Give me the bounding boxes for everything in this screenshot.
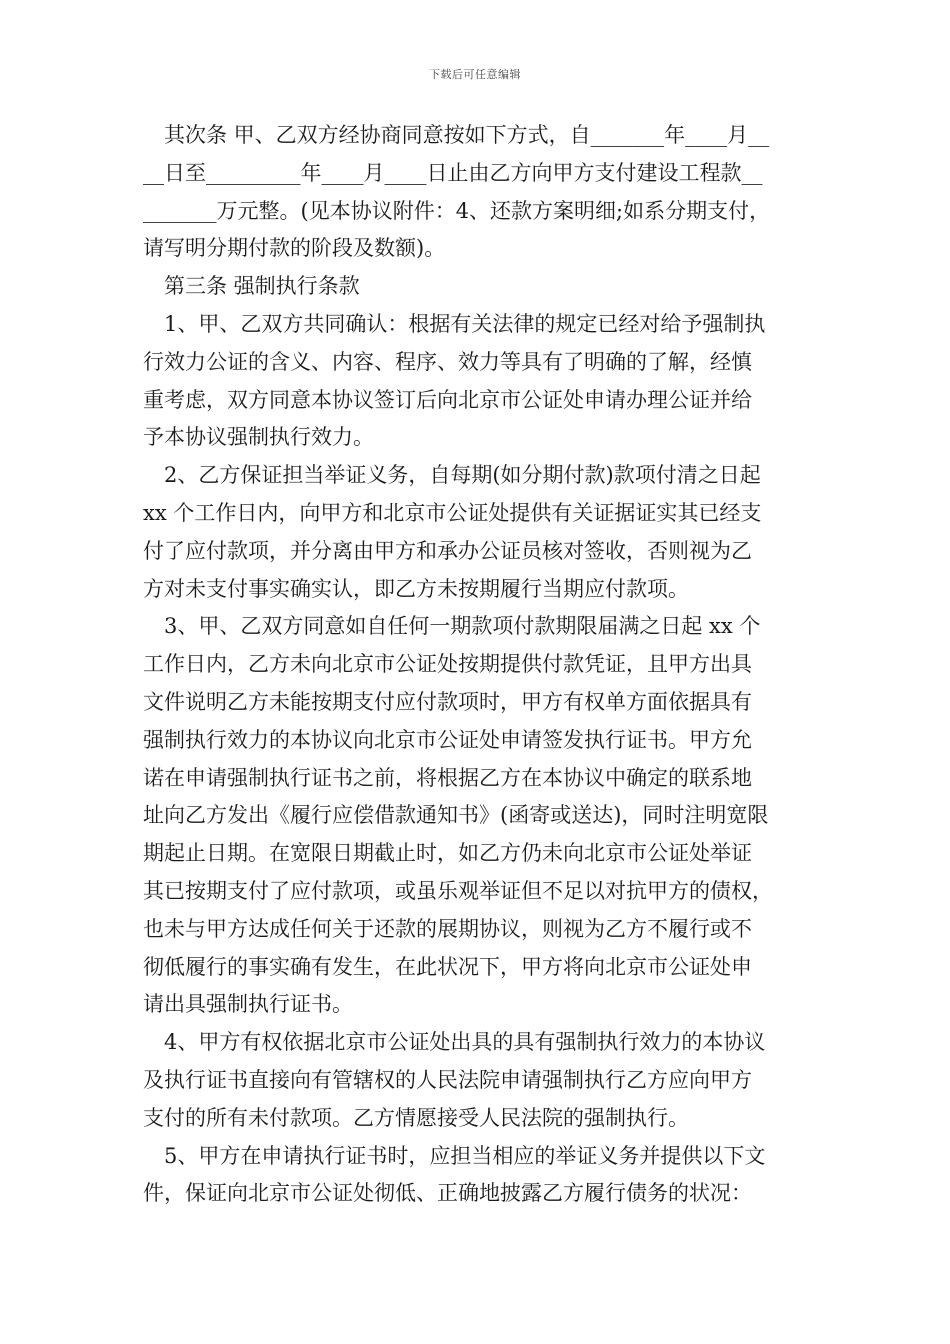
text-line: 请写明分期付款的阶段及数额)。 [143,236,446,261]
header-note: 下载后可任意编辑 [429,68,521,81]
document-body [143,117,815,1213]
text-line: 2、乙方保证担当举证义务，自每期(如分期付款)款项付清之日起 [143,463,761,488]
text-line: 方对未支付事实确实认，即乙方未按期履行当期应付款项。 [143,576,689,601]
text-line: 期起止日期。在宽限日期截止时，如乙方仍未向北京市公证处举证 [143,841,752,866]
text-line: 予本协议强制执行效力。 [143,425,374,450]
text-line: 行效力公证的含义、内容、程序、效力等具有了明确的了解，经慎 [143,349,752,374]
text-line: xx 个工作日内，向甲方和北京市公证处提供有关证据证实其已经支 [143,500,762,525]
text-line: 彻低履行的事实确有发生，在此状况下，甲方将向北京市公证处申 [143,954,752,979]
paragraph-second-article [143,117,815,268]
text-line: 也未与甲方达成任何关于还款的展期协议，则视为乙方不履行或不 [143,916,752,941]
paragraph-clause-3 [143,608,815,1024]
text-line: 3、甲、乙双方同意如自任何一期款项付款期限届满之日起 xx 个 [143,614,761,639]
text-line: _______万元整。(见本协议附件：4、还款方案明细;如系分期支付， [143,198,771,223]
text-line: 工作日内，乙方未向北京市公证处按期提供付款凭证，且甲方出具 [143,652,752,677]
text-line: 件，保证向北京市公证处彻低、正确地披露乙方履行债务的状况： [143,1181,752,1206]
text-line: 重考虑，双方同意本协议签订后向北京市公证处申请办理公证并给 [143,387,752,412]
text-line: 址向乙方发出《履行应偿借款通知书》(函寄或送达)，同时注明宽限 [143,803,769,828]
text-line: 1、甲、乙双方共同确认：根据有关法律的规定已经对给予强制执 [143,311,766,336]
text-line: 强制执行效力的本协议向北京市公证处申请签发执行证书。甲方允 [143,727,752,752]
text-line: 支付的所有未付款项。乙方情愿接受人民法院的强制执行。 [143,1105,689,1130]
text-line: 其次条 甲、乙双方经协商同意按如下方式，自_______年____月__ [143,123,770,147]
text-line: 请出具强制执行证书。 [143,992,353,1017]
paragraph-clause-1 [143,306,815,457]
paragraph-clause-5 [143,1138,815,1214]
text-line: 4、甲方有权依据北京市公证处出具的具有强制执行效力的本协议 [143,1030,766,1055]
text-line: 第三条 强制执行条款 [143,274,360,299]
text-line: 诺在申请强制执行证书之前，将根据乙方在本协议中确定的联系地 [143,765,752,790]
text-line: 文件说明乙方未能按期支付应付款项时，甲方有权单方面依据具有 [143,689,752,714]
text-line: 及执行证书直接向有管辖权的人民法院申请强制执行乙方应向甲方 [143,1067,752,1092]
text-line: 付了应付款项，并分离由甲方和承办公证员核对签收，否则视为乙 [143,538,752,563]
text-line: __日至_________年____月____日止由乙方向甲方支付建设工程款__ [143,160,763,185]
section-heading-third-article [143,268,815,306]
text-line: 其已按期支付了应付款项，或虽乐观举证但不足以对抗甲方的债权， [143,878,773,903]
text-line: 5、甲方在申请执行证书时，应担当相应的举证义务并提供以下文 [143,1143,766,1168]
paragraph-clause-2 [143,457,815,608]
paragraph-clause-4 [143,1024,815,1137]
